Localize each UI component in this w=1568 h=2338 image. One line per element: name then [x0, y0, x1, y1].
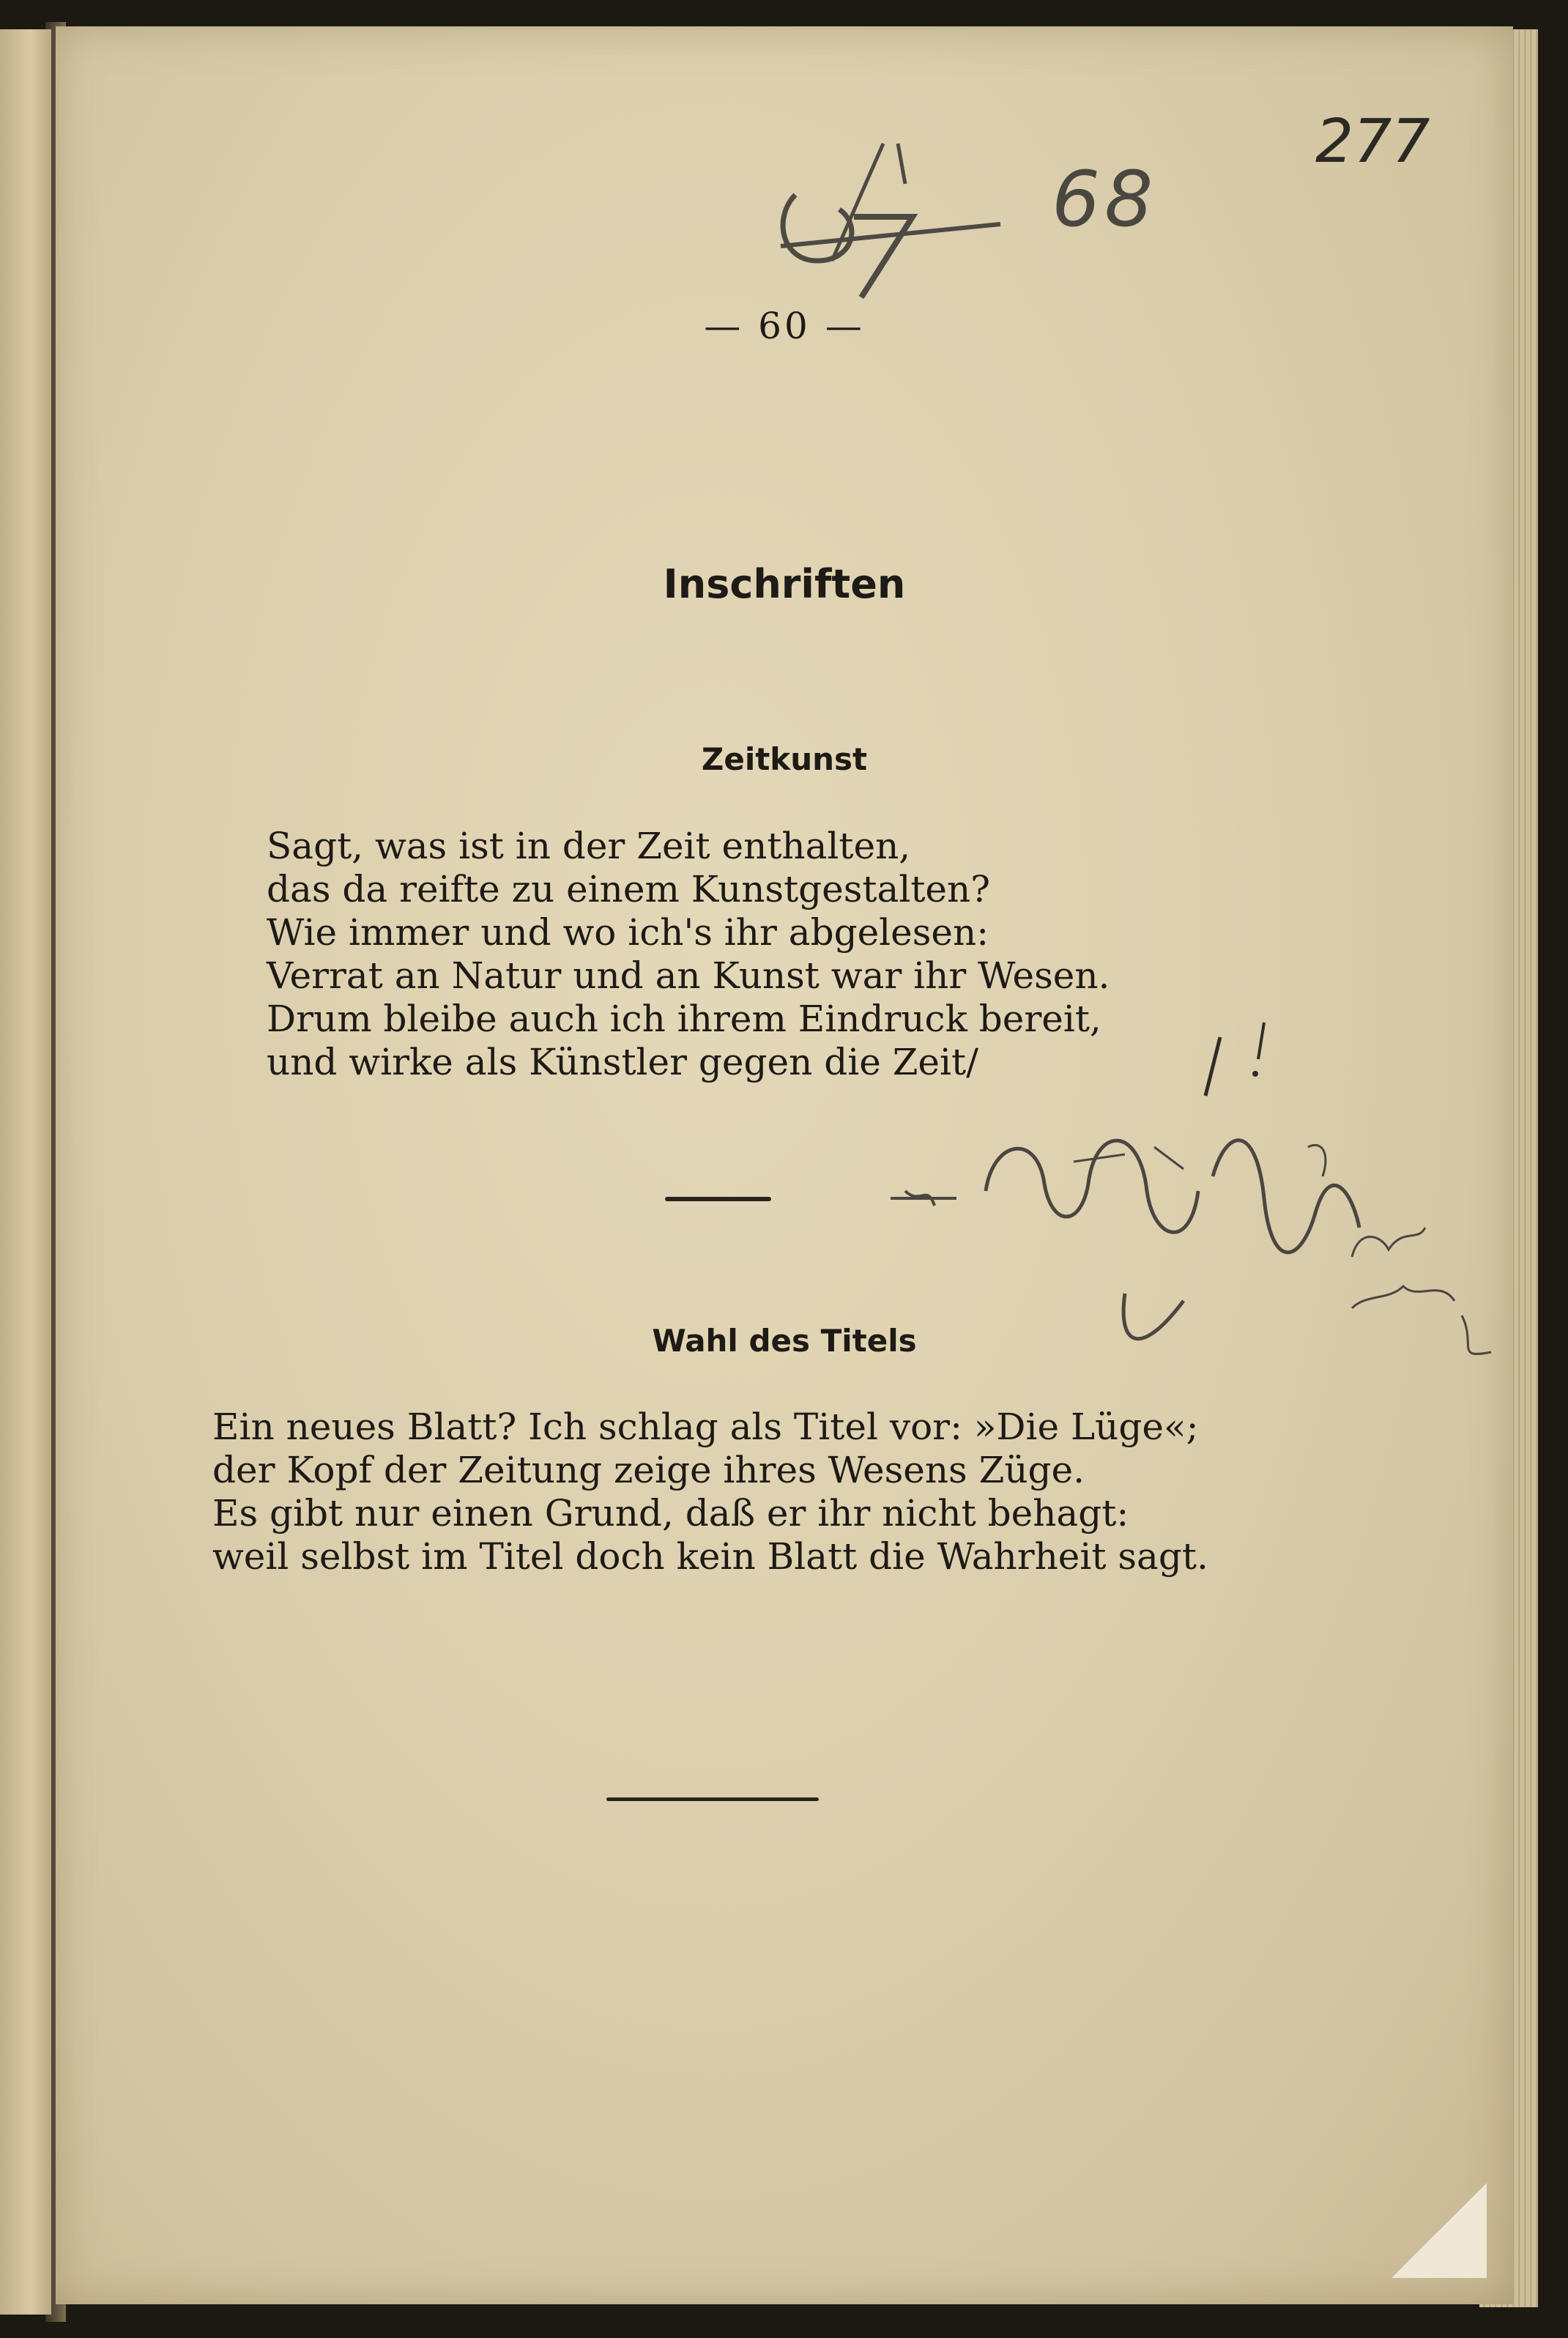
verse-line: der Kopf der Zeitung zeige ihres Wesens Züge. [212, 1449, 1085, 1491]
poem-title-zeitkunst: Zeitkunst [701, 741, 868, 777]
end-divider [606, 1797, 819, 1801]
verse-line: und wirke als Künstler gegen die Zeit/ [267, 1041, 978, 1083]
section-title: Inschriften [663, 561, 906, 607]
verse-line: Ein neues Blatt? Ich schlag als Titel vor: »Die Lüge«; [212, 1406, 1199, 1448]
page-corner-fold [1391, 2183, 1487, 2278]
handwritten-marginal-note [847, 1081, 1506, 1418]
section-divider [665, 1197, 771, 1201]
verse-line: Es gibt nur einen Grund, daß er ihr nicht behagt: [212, 1492, 1129, 1534]
pencil-page-count: 68 [1052, 155, 1158, 244]
verse-line: Drum bleibe auch ich ihrem Eindruck bereit, [267, 998, 1101, 1040]
verse-line: Wie immer und wo ich's ihr abgelesen: [267, 911, 989, 954]
verse-line: Sagt, was ist in der Zeit enthalten, [267, 825, 911, 867]
poem-title-wahl-des-titels: Wahl des Titels [652, 1323, 917, 1359]
poem-wahl-des-titels-verses [212, 1406, 1208, 1578]
poem-zeitkunst-verses [267, 825, 1110, 1084]
crossed-out-pencil-mark [715, 114, 1022, 305]
folio-number: 277 [1315, 107, 1430, 177]
pencil-exclamation-mark [1176, 1008, 1293, 1110]
page-number: — 60 — [704, 305, 865, 347]
verse-line: weil selbst im Titel doch kein Blatt die Wahrheit sagt. [212, 1535, 1208, 1578]
left-page-edge [0, 29, 51, 2315]
book-page [56, 26, 1513, 2304]
verse-line: das da reifte zu einem Kunstgestalten? [267, 868, 991, 910]
verse-line: Verrat an Natur und an Kunst war ihr Wesen. [267, 954, 1110, 997]
